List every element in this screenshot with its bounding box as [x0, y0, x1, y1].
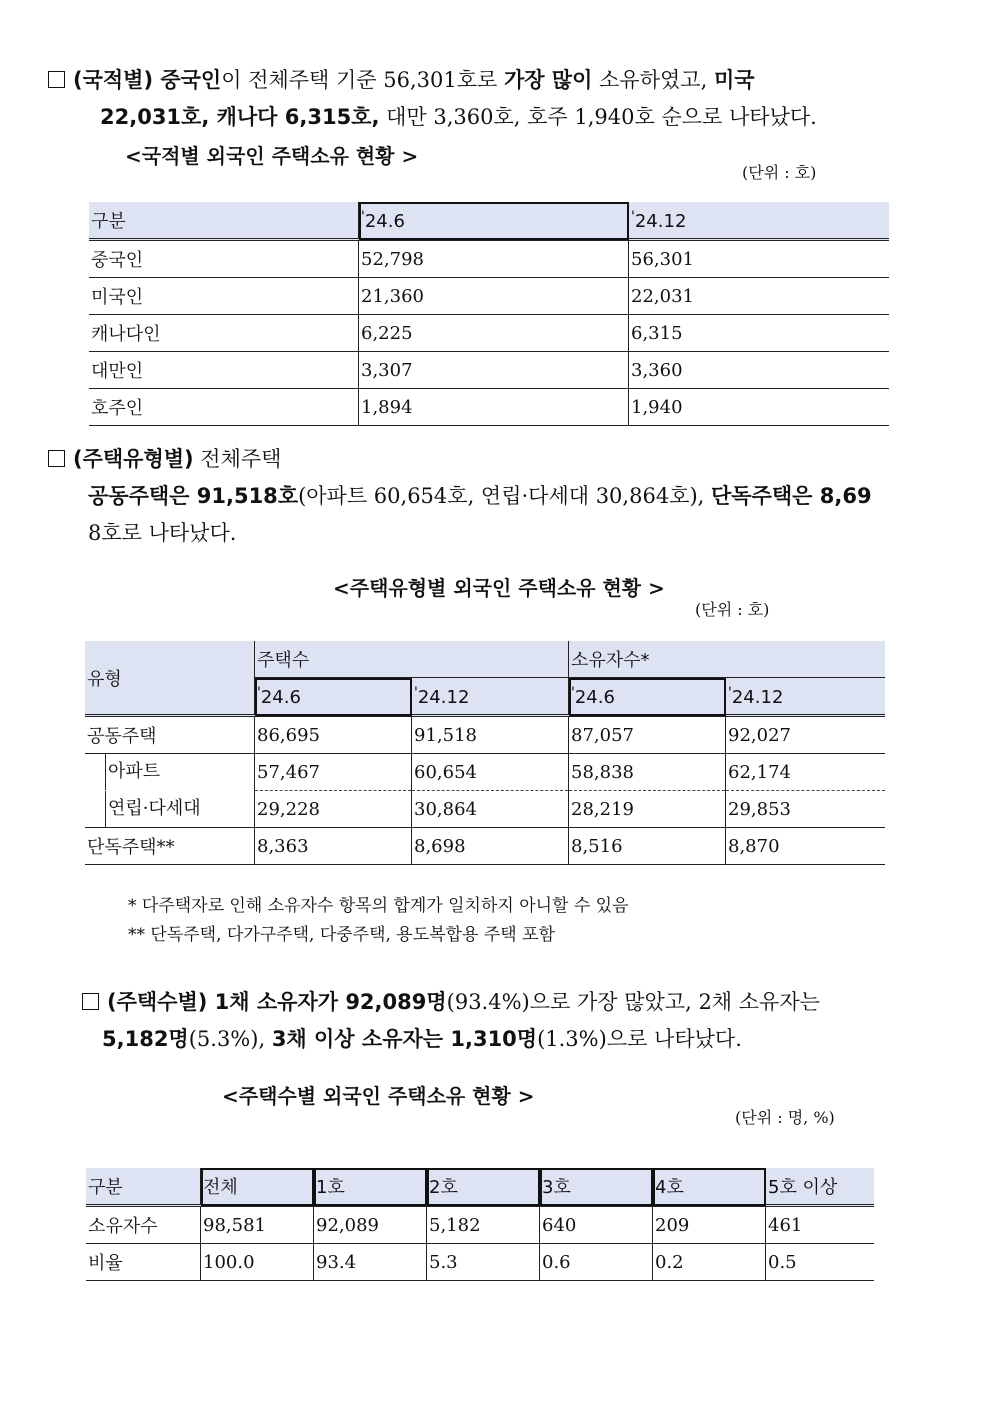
- table-row: 미국인 21,360 22,031: [89, 278, 889, 315]
- table2-unit: (단위 : 호): [695, 600, 770, 619]
- checkbox-bullet-icon: [48, 71, 65, 88]
- table1-caption: <국적별 외국인 주택소유 현황 >: [125, 144, 419, 168]
- table-row: 중국인 52,798 56,301: [89, 240, 889, 278]
- table-row: 비율 100.0 93.4 5.3 0.6 0.2 0.5: [86, 1244, 874, 1281]
- table3-unit: (단위 : 명, %): [735, 1108, 835, 1127]
- table-row: 호주인 1,894 1,940: [89, 389, 889, 426]
- table-row: 연립·다세대 29,228 30,864 28,219 29,853: [85, 791, 885, 828]
- checkbox-bullet-icon: [48, 450, 65, 467]
- nationality-table: [89, 202, 889, 426]
- table3-caption: <주택수별 외국인 주택소유 현황 >: [222, 1084, 535, 1108]
- table-header-row: 구분 전체 1호 2호 3호 4호 5호 이상: [86, 1168, 874, 1206]
- house-count-table: [86, 1168, 874, 1281]
- table-header-row: 구분 '24.6 '24.12: [89, 202, 889, 240]
- table2-caption: <주택유형별 외국인 주택소유 현황 >: [333, 576, 665, 600]
- table-row: 소유자수 98,581 92,089 5,182 640 209 461: [86, 1206, 874, 1244]
- table-row: 캐나다인 6,225 6,315: [89, 315, 889, 352]
- table-row: 대만인 3,307 3,360: [89, 352, 889, 389]
- checkbox-bullet-icon: [82, 993, 99, 1010]
- table-row: 공동주택 86,695 91,518 87,057 92,027: [85, 716, 885, 754]
- section3-paragraph: (주택수별) 1채 소유자가 92,089명(93.4%)으로 가장 많았고, 2채 소유자는 5,182명(5.3%), 3채 이상 소유자는 1,310명(1.3%)으로 나타났다.: [82, 984, 952, 1058]
- housing-type-table: 유형 주택수 소유자수* '24.6 '24.12 '24.6 '24.12 공동주택 86,695 91,518 87,057 92,027 아파트 57,467 60,654 58,838 62,174 연립·다세대 29,228 30,864 28,219 29,853 단독주택** 8,363 8,698 8,516 8,870: [85, 641, 885, 865]
- table-row: 아파트 57,467 60,654 58,838 62,174: [85, 754, 885, 791]
- footnotes: * 다주택자로 인해 소유자수 항목의 합계가 일치하지 아니할 수 있음 ** 단독주택, 다가구주택, 다중주택, 용도복합용 주택 포함: [128, 896, 629, 945]
- table-row: 단독주택** 8,363 8,698 8,516 8,870: [85, 828, 885, 865]
- section1-paragraph: (국적별) 중국인이 전체주택 기준 56,301호로 가장 많이 소유하였고, 미국 22,031호, 캐나다 6,315호, 대만 3,360호, 호주 1,940호 순으로 나타났다.: [48, 62, 948, 136]
- table1-unit: (단위 : 호): [742, 163, 817, 182]
- section2-paragraph: (주택유형별) 전체주택 공동주택은 91,518호(아파트 60,654호, 연립·다세대 30,864호), 단독주택은 8,69 8호로 나타났다.: [48, 441, 948, 552]
